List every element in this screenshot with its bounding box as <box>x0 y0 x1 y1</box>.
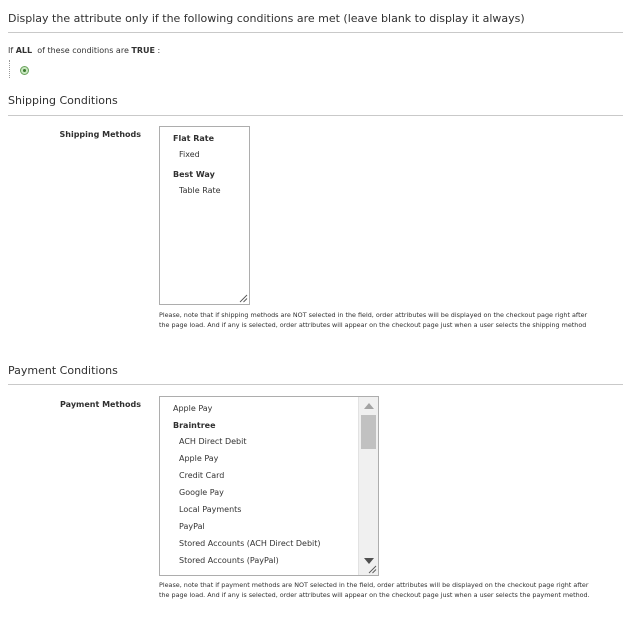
note-line: Please, note that if shipping methods are NOT selected in the field, order attributes will be displayed on the checkout page right after <box>159 311 588 319</box>
select-option[interactable]: Local Payments <box>179 505 242 514</box>
shipping-conditions-title: Shipping Conditions <box>8 94 118 107</box>
condition-prefix: If <box>8 46 14 55</box>
select-option[interactable]: Credit Card <box>179 471 225 480</box>
select-option[interactable]: Google Pay <box>179 488 224 497</box>
conditions-heading: Display the attribute only if the following conditions are met (leave blank to display it always) <box>8 12 525 25</box>
select-option[interactable]: Apple Pay <box>179 454 219 463</box>
condition-line <box>8 46 160 55</box>
scrollbar-thumb[interactable] <box>361 415 376 449</box>
payment-methods-select[interactable] <box>159 396 379 576</box>
select-option[interactable]: ACH Direct Debit <box>179 437 247 446</box>
optgroup-label: Braintree <box>173 421 216 430</box>
shipping-note <box>159 310 619 330</box>
note-line: the page load. And if any is selected, order attributes will appear on the checkout page just when a user selects the shipping method <box>159 321 587 329</box>
condition-suffix: : <box>157 46 161 55</box>
divider <box>8 115 623 116</box>
note-line: the page load. And if any is selected, order attributes will appear on the checkout page just when a user selects the payment method. <box>159 591 590 599</box>
payment-methods-label: Payment Methods <box>60 400 141 409</box>
divider <box>8 32 623 33</box>
value-toggle[interactable]: TRUE <box>131 46 155 55</box>
select-option[interactable]: Table Rate <box>179 186 221 195</box>
arrow-up-icon[interactable] <box>364 403 374 409</box>
tree-line <box>9 60 10 78</box>
optgroup-label: Flat Rate <box>173 134 215 143</box>
condition-middle: of these conditions are <box>37 46 129 55</box>
note-line: Please, note that if payment methods are NOT selected in the field, order attributes will be displayed on the checkout page right after <box>159 581 589 589</box>
aggregator-toggle[interactable]: ALL <box>15 46 33 55</box>
divider <box>8 384 623 385</box>
resize-grip-icon[interactable] <box>368 565 377 574</box>
select-option[interactable]: Apple Pay <box>173 404 213 413</box>
shipping-methods-select[interactable] <box>159 126 250 305</box>
select-option[interactable]: Stored Accounts (PayPal) <box>179 556 279 565</box>
shipping-methods-label: Shipping Methods <box>59 130 141 139</box>
scrollbar[interactable] <box>358 397 378 575</box>
radio-selected-icon[interactable] <box>20 66 29 75</box>
select-option[interactable]: PayPal <box>179 522 205 531</box>
payment-note <box>159 580 619 600</box>
optgroup-label: Best Way <box>173 170 215 179</box>
select-option[interactable]: Fixed <box>179 150 200 159</box>
payment-conditions-title: Payment Conditions <box>8 364 118 377</box>
arrow-down-icon[interactable] <box>364 558 374 564</box>
resize-grip-icon[interactable] <box>239 294 248 303</box>
select-option[interactable]: Stored Accounts (ACH Direct Debit) <box>179 539 321 548</box>
